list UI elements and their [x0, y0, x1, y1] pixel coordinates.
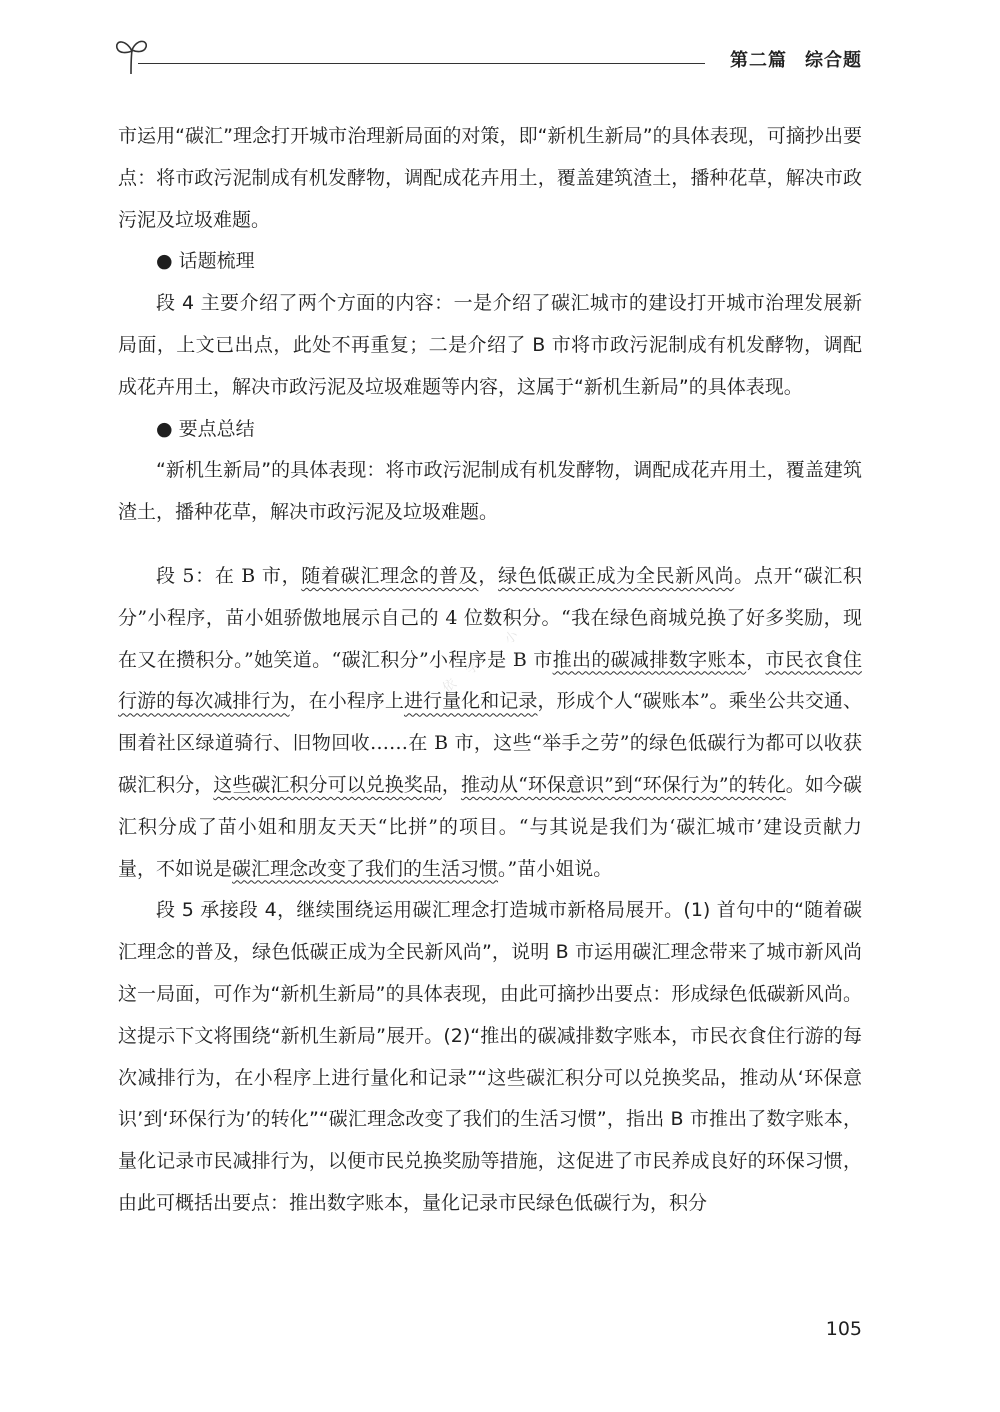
heading-topic-review: ● 话题梳理 — [156, 250, 255, 273]
passage-text: ，形成个人“碳账本”。乘坐公共交通、围着社区绿道骑行、旧物回收……在 B 市，这些“举手之劳”的绿色低碳行为都可以收获碳汇积分， — [118, 690, 862, 796]
underlined-phrase: 随着碳汇理念的普及 — [301, 564, 479, 587]
header-title — [730, 46, 862, 72]
underlined-phrase: 推出的碳减排数字账本 — [552, 648, 747, 671]
underlined-phrase: 绿色低碳正成为全民新风尚 — [498, 564, 735, 587]
underlined-phrase: 进行量化和记录 — [403, 690, 538, 713]
passage-text: 。如今碳汇积分成了苗小姐和朋友天天“比拼”的项目。“与其说是我们为‘碳汇城市’建设贡献力量，不如说是 — [118, 773, 862, 880]
page-number: 105 — [825, 1318, 862, 1340]
passage-text: 段 5：在 B 市， — [156, 564, 302, 587]
heading-key-points: ● 要点总结 — [156, 417, 255, 440]
analysis-paragraph: 段 5 承接段 4，继续围绕运用碳汇理念打造城市新格局展开。(1) 首句中的“随着碳汇理念的普及，绿色低碳正成为全民新风尚”，说明 B 市运用碳汇理念带来了城市新风尚这一局面，可作为“新机生新局”的具体表现，由此可摘抄出要点：形成绿色低碳新风尚。这提示下文将围绕“新机生新局”展开。(2)“推出的碳减排数字账本，市民衣食住行游的每次减排行为，在小程序上进行量化和记录”“这些碳汇积分可以兑换奖品，推动从‘环保意识’到‘环保行为’的转化”“碳汇理念改变了我们的生活习惯”，指出 B 市推出了数字账本，量化记录市民减排行为，以便市民兑换奖励等措施，这促进了市民养成良好的环保习惯，由此可概括出要点：推出数字账本，量化记录市民绿色低碳行为，积分 — [118, 899, 862, 1214]
passage-text: ， — [746, 648, 766, 671]
sprout-icon — [114, 34, 150, 76]
passage-text: ，在小程序上 — [289, 690, 404, 713]
passage-text: 。”苗小姐说。 — [498, 857, 613, 880]
underlined-phrase: 这些碳汇积分可以兑换奖品 — [213, 773, 442, 796]
header-section: 综合题 — [805, 50, 862, 71]
key-points-paragraph: “新机生新局”的具体表现：将市政污泥制成有机发酵物，调配成花卉用土，覆盖建筑渣土，播种花草，解决市政污泥及垃圾难题。 — [118, 459, 862, 524]
page-content — [118, 116, 862, 1225]
page-header — [110, 28, 862, 78]
answer-paragraph: 市运用“碳汇”理念打开城市治理新局面的对策，即“新机生新局”的具体表现，可摘抄出要点：将市政污泥制成有机发酵物，调配成花卉用土，覆盖建筑渣土，播种花草，解决市政污泥及垃圾难题。 — [118, 125, 862, 231]
underlined-phrase: 推动从“环保意识”到“环保行为”的转化 — [460, 773, 786, 796]
underlined-phrase: 碳汇理念改变了我们的生活习惯 — [232, 857, 499, 880]
section-gap — [118, 534, 862, 556]
topic-review-paragraph: 段 4 主要介绍了两个方面的内容：一是介绍了碳汇城市的建设打开城市治理发展新局面，上文已出点，此处不再重复；二是介绍了 B 市将市政污泥制成有机发酵物，调配成花卉用土，解决市政污泥及垃圾难题等内容，这属于“新机生新局”的具体表现。 — [118, 292, 862, 398]
passage-text: 。点开“碳汇积分”小程序，苗小姐骄傲地展示自己的 4 位数积分。“我在绿色商城兑换了好多奖励，现在又在攒积分。”她笑道。“碳汇积分”小程序是 B 市 — [118, 564, 862, 671]
passage-text: ， — [478, 564, 499, 587]
passage-text: ， — [441, 773, 461, 796]
watermark: 依 学 · 小 程 — [440, 606, 550, 696]
header-rule — [138, 63, 705, 64]
passage-paragraph-5 — [118, 556, 862, 890]
header-part: 第二篇 — [730, 50, 787, 71]
underlined-phrase: 市民衣食住行游的每次减排行为 — [118, 648, 862, 713]
